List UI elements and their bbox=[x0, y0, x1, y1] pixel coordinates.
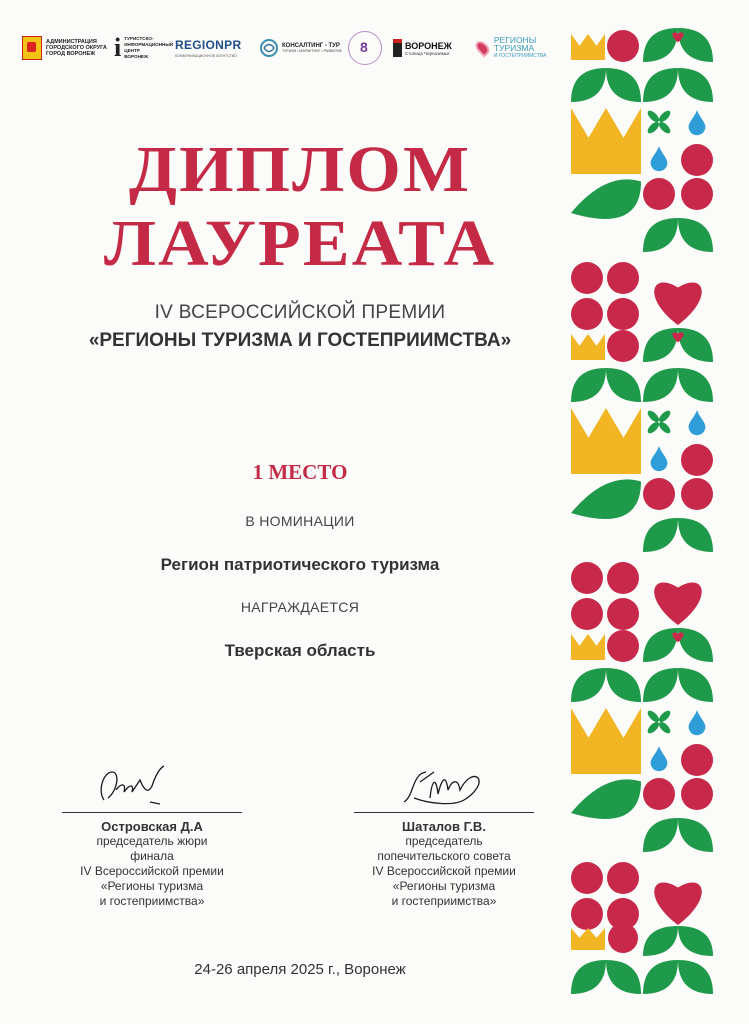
leaf-icon bbox=[643, 68, 678, 102]
berry-icon bbox=[643, 778, 675, 810]
berry-icon bbox=[607, 598, 639, 630]
handwritten-signature-right bbox=[334, 760, 554, 812]
leaf-icon bbox=[678, 818, 713, 852]
clover-leaf-icon bbox=[646, 720, 661, 735]
leaf-icon bbox=[606, 960, 641, 994]
partner-logos bbox=[22, 26, 567, 70]
clover-leaf-icon bbox=[646, 109, 661, 124]
regions-tourism-logo bbox=[477, 26, 567, 70]
clover-leaf-icon bbox=[646, 409, 661, 424]
water-drop-icon bbox=[651, 446, 668, 471]
crown-icon bbox=[571, 928, 605, 950]
nomination-label: В НОМИНАЦИИ bbox=[245, 513, 355, 529]
signature-block-left bbox=[42, 760, 262, 909]
berry-icon bbox=[681, 778, 713, 810]
leaf-icon bbox=[678, 218, 713, 252]
emblem-icon bbox=[348, 31, 382, 65]
info-icon: i bbox=[114, 33, 122, 62]
berry-icon bbox=[681, 744, 713, 776]
awarded-label: НАГРАЖДАЕТСЯ bbox=[240, 599, 360, 615]
konsalting-tur-logo bbox=[259, 26, 342, 70]
swirl-icon bbox=[259, 38, 279, 58]
berry-icon bbox=[607, 30, 639, 62]
leaf-icon bbox=[643, 518, 678, 552]
berry-icon bbox=[607, 330, 639, 362]
clover-leaf-icon bbox=[657, 720, 672, 735]
clover-leaf-icon bbox=[646, 709, 661, 724]
recipient-name: Тверская область bbox=[224, 641, 376, 660]
regionpr-logo bbox=[175, 26, 241, 70]
berry-icon bbox=[681, 144, 713, 176]
leaf-icon bbox=[678, 668, 713, 702]
admin-logo-text: АДМИНИСТРАЦИЯ ГОРОДСКОГО ОКРУГА ГОРОД ВОРОНЕЖ bbox=[46, 39, 107, 57]
leaf-icon bbox=[678, 28, 713, 62]
leaf-icon bbox=[678, 960, 713, 994]
crown-icon bbox=[571, 708, 641, 774]
water-drop-icon bbox=[689, 410, 706, 435]
crown-icon bbox=[571, 408, 641, 474]
clover-leaf-icon bbox=[646, 120, 661, 135]
clover-leaf-icon bbox=[657, 420, 672, 435]
berry-icon bbox=[571, 298, 603, 330]
leaf-icon bbox=[678, 368, 713, 402]
award-place: 1 МЕСТО bbox=[252, 460, 348, 484]
berry-icon bbox=[607, 262, 639, 294]
leaf-icon bbox=[643, 368, 678, 402]
water-drop-icon bbox=[651, 746, 668, 771]
admin-voronezh-logo bbox=[22, 26, 107, 70]
crown-icon bbox=[571, 634, 605, 660]
heart-icon bbox=[654, 582, 701, 625]
leaf-icon bbox=[571, 68, 606, 102]
leaf-icon bbox=[678, 518, 713, 552]
signer-role-left: председатель жюри финала IV Всероссийской премии «Регионы туризма и гостеприимства» bbox=[80, 834, 224, 908]
voronezh-icon bbox=[393, 39, 402, 57]
berry-icon bbox=[571, 262, 603, 294]
berry-icon bbox=[681, 444, 713, 476]
heart-icon bbox=[654, 882, 701, 925]
berry-icon bbox=[571, 862, 603, 894]
signer-name-right: Шаталов Г.В. bbox=[402, 819, 486, 834]
signature-line-left bbox=[62, 812, 242, 813]
signer-name-left: Островская Д.А bbox=[101, 819, 203, 834]
heart-icon bbox=[654, 282, 701, 325]
tic-logo bbox=[114, 26, 173, 70]
leaf-icon bbox=[571, 960, 606, 994]
berry-icon bbox=[681, 178, 713, 210]
clover-leaf-icon bbox=[646, 420, 661, 435]
leaf-icon bbox=[643, 926, 678, 956]
location-pin-icon bbox=[473, 38, 492, 57]
rt-logo-text-2: И ГОСТЕПРИИМСТВА bbox=[493, 53, 547, 59]
big-leaf-icon bbox=[571, 479, 641, 519]
berry-icon bbox=[571, 562, 603, 594]
leaf-icon bbox=[678, 68, 713, 102]
leaf-icon bbox=[606, 368, 641, 402]
leaf-icon bbox=[643, 818, 678, 852]
crown-icon bbox=[571, 108, 641, 174]
rt-logo-text-1: РЕГИОНЫ ТУРИЗМА bbox=[493, 35, 537, 53]
berry-icon bbox=[607, 298, 639, 330]
berry-icon bbox=[607, 562, 639, 594]
big-leaf-icon bbox=[571, 779, 641, 819]
leaf-icon bbox=[643, 668, 678, 702]
signer-role-right: председатель попечительского совета IV Всероссийской премии «Регионы туризма и гостеприимства» bbox=[372, 834, 516, 908]
leaf-icon bbox=[643, 28, 678, 62]
kons-logo-text: КОНСАЛТИНГ - ТУР bbox=[282, 43, 340, 49]
berry-icon bbox=[608, 923, 638, 953]
premium-line1: IV ВСЕРОССИЙСКОЙ ПРЕМИИ bbox=[154, 302, 446, 323]
diploma-title-line2: ЛАУРЕАТА bbox=[103, 207, 497, 280]
tic-logo-text: ТУРИСТСКО- ИНФОРМАЦИОННЫЙ ЦЕНТР ВОРОНЕЖ bbox=[124, 36, 174, 59]
clover-leaf-icon bbox=[657, 709, 672, 724]
berry-icon bbox=[607, 630, 639, 662]
clover-leaf-icon bbox=[657, 409, 672, 424]
berry-icon bbox=[643, 178, 675, 210]
leaf-icon bbox=[643, 328, 678, 362]
voronezh-logo-text: ВОРОНЕЖ bbox=[405, 40, 452, 51]
leaf-icon bbox=[571, 668, 606, 702]
nomination-value: Регион патриотического туризма bbox=[160, 555, 440, 574]
berry-icon bbox=[643, 478, 675, 510]
regionpr-logo-text: REGIONPR bbox=[175, 38, 242, 52]
leaf-icon bbox=[606, 68, 641, 102]
berry-icon bbox=[607, 862, 639, 894]
leaf-icon bbox=[643, 960, 678, 994]
water-drop-icon bbox=[689, 710, 706, 735]
round-emblem-logo bbox=[348, 26, 382, 70]
leaf-icon bbox=[678, 328, 713, 362]
signature-block-right bbox=[334, 760, 554, 909]
kons-logo-sub: ТУРИЗМ • МАРКЕТИНГ • РАЗВИТИЕ bbox=[282, 49, 342, 53]
crown-icon bbox=[571, 34, 605, 60]
premium-line2: «РЕГИОНЫ ТУРИЗМА И ГОСТЕПРИИМСТВА» bbox=[88, 330, 512, 351]
leaf-icon bbox=[571, 368, 606, 402]
berry-icon bbox=[571, 598, 603, 630]
leaf-icon bbox=[606, 668, 641, 702]
leaf-icon bbox=[643, 218, 678, 252]
clover-leaf-icon bbox=[657, 109, 672, 124]
berry-icon bbox=[571, 898, 603, 930]
signature-line-right bbox=[354, 812, 534, 813]
leaf-icon bbox=[643, 628, 678, 662]
voronezh-logo-sub: Столица Черноземья bbox=[405, 50, 450, 56]
regionpr-logo-sub: КОММУНИКАЦИОННОЕ АГЕНТСТВО bbox=[175, 54, 237, 58]
coat-of-arms-icon bbox=[22, 36, 42, 60]
berry-icon bbox=[681, 478, 713, 510]
clover-leaf-icon bbox=[657, 120, 672, 135]
voronezh-logo bbox=[393, 26, 452, 70]
leaf-icon bbox=[678, 628, 713, 662]
leaf-icon bbox=[678, 926, 713, 956]
water-drop-icon bbox=[651, 146, 668, 171]
crown-icon bbox=[571, 334, 605, 360]
water-drop-icon bbox=[689, 110, 706, 135]
ornament-border bbox=[567, 26, 715, 996]
handwritten-signature-left bbox=[42, 760, 262, 812]
big-leaf-icon bbox=[571, 179, 641, 219]
event-date: 24-26 апреля 2025 г., Воронеж bbox=[194, 961, 406, 978]
diploma-title-line1: ДИПЛОМ bbox=[128, 133, 472, 206]
